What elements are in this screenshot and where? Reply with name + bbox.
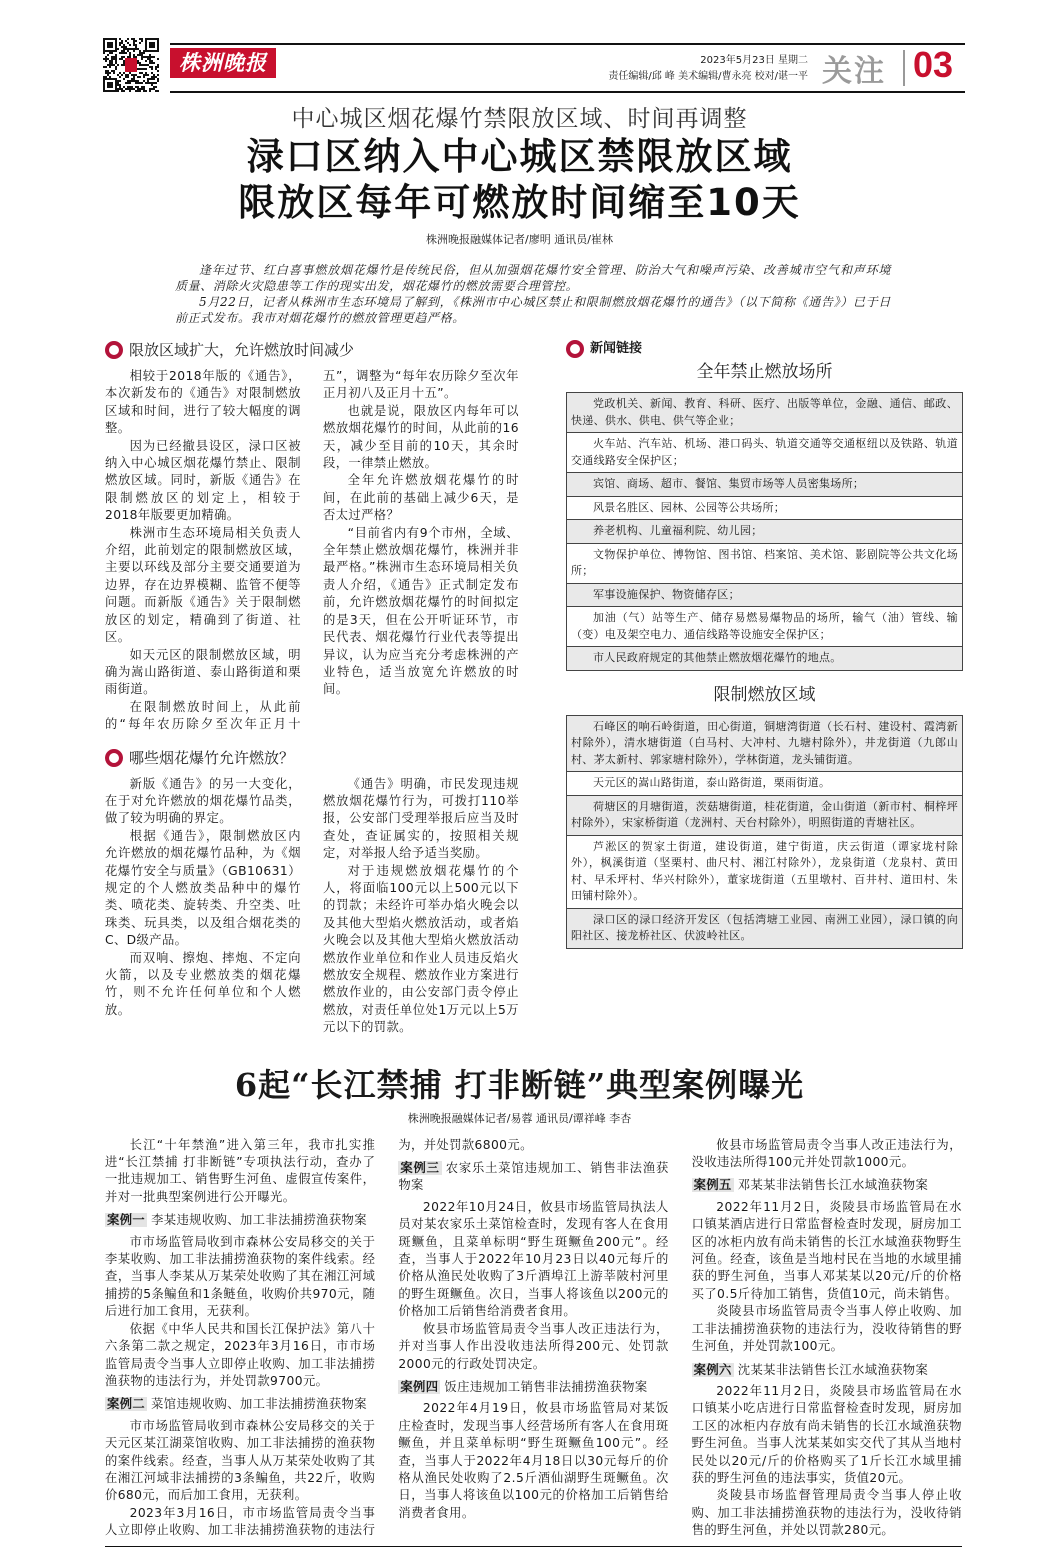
paragraph: 2023年3月16日，市市场监管局责令当事人立即停止收购、加工非法捕捞渔获物的违法行为，并处罚款6800元。	[105, 1137, 533, 1538]
news-link-sidebar	[566, 340, 963, 949]
article2-byline: 株洲晚报融媒体记者/易蓉 通讯员/谭祥峰 李杏	[407, 1111, 632, 1125]
section-heading	[105, 340, 519, 360]
case-heading	[105, 1396, 375, 1413]
case-title: 菜馆违规收购、加工非法捕捞渔获物案	[151, 1397, 367, 1412]
case-title: 李某违规收购、加工非法捕捞渔获物案	[151, 1213, 367, 1228]
banned-places-table	[566, 392, 963, 671]
case-title: 邓某某非法销售长江水域渔获物案	[737, 1178, 929, 1193]
paragraph: 相较于2018年版的《通告》，本次新发布的《通告》对限制燃放区域和时间，进行了较大幅度的调整。	[105, 369, 301, 436]
section-heading-text: 限放区域扩大，允许燃放时间减少	[129, 341, 355, 359]
table-row: 党政机关、新闻、教育、科研、医疗、出版等单位，金融、通信、邮政、快递、供水、供电、供气等企业；	[567, 393, 962, 432]
ring-bullet-icon	[566, 340, 584, 358]
case-heading	[692, 1362, 962, 1379]
case-label: 案例四	[400, 1379, 439, 1394]
paragraph: 对于违规燃放烟花爆竹的个人，将面临100元以上500元以下的罚款；未经许可举办焰火晚会以及其他大型焰火燃放活动，或者焰火晚会以及其他大型焰火燃放活动燃放作业单位和作业人员违反焰火燃放安全规程、燃放作业方案进行燃放作业的，由公安部门责令停止燃放，对责任单位处1万元以上5万元以下的罚款。	[323, 863, 519, 1035]
article1-columns	[105, 340, 519, 1037]
paragraph: 在限制燃放时间上，从此前的“每年农历除夕至次年正月十五”，调整为“每年农历除夕至次年正月初八及正月十五”。	[105, 369, 519, 732]
case-label: 案例五	[693, 1178, 732, 1193]
paragraph: 而双响、擦炮、摔炮、不定向火箭，以及专业燃放类的烟花爆竹，则不允许任何单位和个人燃放。	[105, 950, 301, 1017]
banned-places-title: 全年禁止燃放场所	[696, 362, 833, 382]
paragraph: 2022年4月19日，攸县市场监管局对某饭庄检查时，发现当事人经营场所有客人在食用斑鳜鱼，并且菜单标明“野生斑鳜鱼100元”。经查，当事人于2022年4月18日以30元每斤的价格从渔民处收购了2.5斤酒仙湖野生斑鳜鱼。次日，当事人将该鱼以100元的价格加工后销售给消费者食用。	[398, 1401, 669, 1520]
news-link-label: 新闻链接	[590, 341, 643, 356]
table-row: 文物保护单位、博物馆、图书馆、档案馆、美术馆、影剧院等公共文化场所；	[567, 543, 962, 583]
paragraph: 2022年11月2日，炎陵县市场监管局在水口镇某酒店进行日常监督检查时发现，厨房加工区的冰柜内放有尚未销售的长江水域渔获物野生河鱼。经查，该鱼是当地村民在当地的水域里捕获的野生河鱼，当事人邓某某以20元/斤的价格买了0.5斤待加工销售，货值10元，尚未销售。	[691, 1199, 962, 1301]
paragraph: 炎陵县市场监管局责令当事人停止收购、加工非法捕捞渔获物的违法行为，没收待销售的野生河鱼，并处罚款100元。	[691, 1304, 962, 1354]
news-link-tag	[566, 340, 963, 358]
article1-layout	[105, 340, 963, 1037]
section-heading	[105, 748, 519, 768]
article-kicker: 中心城区烟花爆竹禁限放区域、时间再调整	[291, 106, 748, 132]
table-row: 荷塘区的月塘街道，茨菇塘街道，桂花街道，金山街道（新市村、桐梓坪村除外），宋家桥街道（龙洲村、天台村除外），明照街道的青塘社区。	[567, 795, 962, 835]
section-heading-text: 哪些烟花爆竹允许燃放？	[129, 748, 295, 767]
case-label: 案例二	[107, 1397, 146, 1412]
editor-credits: 责任编辑/邱 峰 美术编辑/曹永亮 校对/谌一平	[608, 71, 808, 82]
paragraph: 炎陵县市场监督管理局责令当事人停止收购、加工非法捕捞渔获物的违法行为，没收待销售的野生河鱼，并处以罚款280元。	[691, 1488, 962, 1538]
paragraph: 新版《通告》的另一大变化，在于对允许燃放的烟花爆竹品类，做了较为明确的界定。	[105, 776, 301, 826]
paragraph: 因为已经撤县设区，渌口区被纳入中心城区烟花爆竹禁止、限制燃放区域。同时，新版《通告》在限制燃放区的划定上，相较于2018年版要更加精确。	[105, 438, 301, 523]
page-number: 03	[913, 44, 954, 85]
table-row: 养老机构、儿童福利院、幼儿园；	[567, 519, 962, 543]
paragraph: 市市场监管局收到市森林公安局移交的关于李某收购、加工非法捕捞渔获物的案件线索。经查，当事人李某从万某荣处收购了其在湘江河域捕捞的5条鳊鱼和1条鲢鱼，收购价共970元，随后进行加工食用，无获利。	[105, 1234, 376, 1319]
table-row: 风景名胜区、园林、公园等公共场所；	[567, 496, 962, 520]
paragraph: 依据《中华人民共和国长江保护法》第八十六条第二款之规定，2023年3月16日，市市场监管局责令当事人立即停止收购、加工非法捕捞渔获物的违法行为，并处罚款9700元。	[105, 1321, 376, 1388]
paragraph: 如天元区的限制燃放区域，明确为嵩山路街道、泰山路街道和栗雨街道。	[105, 647, 301, 697]
paragraph: 逢年过节、红白喜事燃放烟花爆竹是传统民俗，但从加强烟花爆竹安全管理、防治大气和噪声污染、改善城市空气和声环境质量、消除火灾隐患等工作的现实出发，烟花爆竹的燃放需要合理管控。	[175, 263, 891, 293]
paragraph: 5月22日，记者从株洲市生态环境局了解到，《株洲市中心城区禁止和限制燃放烟花爆竹的通告》（以下简称《通告》）已于日前正式发布。我市对烟花爆竹的燃放管理更趋严格。	[175, 295, 891, 325]
paragraph: 株洲市生态环境局相关负责人介绍，此前划定的限制燃放区域，主要以环线及部分主要交通要道为边界，存在边界模糊、监管不便等问题。而新版《通告》关于限制燃放区的划定，精确到了街道、社区。	[105, 525, 301, 645]
paragraph: “目前省内有9个市州，全域、全年禁止燃放烟花爆竹，株洲并非最严格。”株洲市生态环境局相关负责人介绍，《通告》正式制定发布前，允许燃放烟花爆竹的时间拟定的是3天，但在公开听证环节，市民代表、烟花爆竹行业代表等提出异议，认为应当充分考虑株洲的产业特色，适当放宽允许燃放的时间。	[323, 525, 519, 697]
restricted-areas-table	[566, 715, 963, 949]
case-title: 沈某某非法销售长江水域渔获物案	[737, 1362, 929, 1377]
cases-body	[105, 1137, 962, 1547]
case-label: 案例六	[693, 1362, 732, 1377]
top-rule	[170, 43, 965, 45]
case-title: 农家乐土菜馆违规加工、销售非法渔获物案	[398, 1161, 669, 1193]
case-label: 案例一	[107, 1213, 146, 1228]
case-heading	[398, 1379, 668, 1396]
paragraph: 攸县市场监管局责令当事人改正违法行为，并对当事人作出没收违法所得200元、处罚款2000元的行政处罚决定。	[398, 1321, 669, 1371]
table-row: 渌口区的渌口经济开发区（包括湾塘工业园、南洲工业园），渌口镇的向阳社区、接龙桥社区、伏波岭社区。	[567, 908, 962, 948]
paragraph: 攸县市场监管局责令当事人改正违法行为，没收违法所得100元并处罚款1000元。	[691, 1137, 962, 1170]
table-row: 石峰区的响石岭街道，田心街道，铜塘湾街道（长石村、建设村、霞湾新村除外），清水塘街道（白马村、大冲村、九塘村除外），井龙街道（九郎山村、茅太新村、郭家塘村除外），学林街道，龙头铺街道。	[567, 716, 962, 772]
paragraph: 根据《通告》，限制燃放区内允许燃放的烟花爆竹品种，为《烟花爆竹安全与质量》（GB10631）规定的个人燃放类品种中的爆竹类、喷花类、旋转类、升空类、吐珠类、玩具类，以及组合烟花类的C、D级产品。	[105, 828, 301, 948]
case-title: 饭庄违规加工销售非法捕捞渔获物案	[444, 1379, 648, 1394]
headline-line-1: 渌口区纳入中心城区禁限放区域	[246, 135, 793, 178]
paragraph: 也就是说，限放区内每年可以燃放烟花爆竹的时间，从此前的16天，减少至目前的10天，其余时段，一律禁止燃放。	[323, 403, 519, 471]
table-row: 火车站、汽车站、机场、港口码头、轨道交通等交通枢纽以及铁路、轨道交通线路安全保护区；	[567, 432, 962, 472]
table-row: 芦淞区的贺家土街道，建设街道，建宁街道，庆云街道（谭家垅村除外），枫溪街道（坚栗村、曲尺村、湘江村除外），龙泉街道（龙泉村、黄田村、早禾坪村、华兴村除外），董家垅街道（五里墩村、百井村、道田村、朱田铺村除外）。	[567, 835, 962, 908]
table-row: 军事设施保护、物资储存区；	[567, 583, 962, 607]
header-bottom-rule	[170, 91, 965, 93]
ring-bullet-icon	[105, 341, 123, 359]
newspaper-logo: 株洲晚报	[170, 48, 276, 78]
byline: 株洲晚报融媒体记者/廖明 通讯员/崔林	[426, 233, 613, 246]
article2-headline: 6起“长江禁捕 打非断链”典型案例曝光	[234, 1065, 805, 1104]
table-row: 天元区的嵩山路街道，泰山路街道，栗雨街道。	[567, 771, 962, 795]
restricted-areas-title: 限制燃放区域	[713, 684, 816, 705]
paragraph: 《通告》明确，市民发现违规燃放烟花爆竹行为，可拨打110举报，公安部门受理举报后应当及时查处，查证属实的，按照相关规定，对举报人给予适当奖励。	[323, 776, 519, 861]
section-body	[105, 776, 519, 1037]
case-heading	[398, 1160, 668, 1195]
ring-bullet-icon	[105, 749, 123, 767]
article-lede	[175, 262, 891, 326]
headline-line-2: 限放区每年可燃放时间缩至10天	[238, 181, 801, 224]
table-row: 市人民政府规定的其他禁止燃放烟花爆竹的地点。	[567, 646, 962, 670]
issue-date: 2023年5月23日 星期二	[700, 55, 808, 66]
paragraph: 2022年11月2日，炎陵县市场监管局在水口镇某小吃店进行日常监督检查时发现，厨房加工区的冰柜内存放有尚未销售的长江水域渔获物野生河鱼。当事人沈某某如实交代了其从当地村民处以20元/斤的价格购买了1斤长江水域里捕获的野生河鱼的违法事实，货值20元。	[691, 1383, 962, 1485]
case-label: 案例三	[400, 1161, 440, 1176]
qr-code-icon	[103, 38, 159, 92]
page-body	[0, 104, 1039, 1547]
case-heading	[692, 1177, 962, 1194]
paragraph: 市市场监管局收到市森林公安局移交的关于天元区某江湖菜馆收购、加工非法捕捞的渔获物的案件线索。经查，当事人从万某荣处收购了其在湘江河域非法捕捞的3条鳊鱼，共22斤，收购价680元，而后加工食用，无获利。	[105, 1418, 376, 1503]
table-row: 加油（气）站等生产、储存易燃易爆物品的场所，输气（油）管线、输（变）电及架空电力、通信线路等设施安全保护区；	[567, 606, 962, 646]
divider	[903, 50, 905, 86]
table-row: 宾馆、商场、超市、餐馆、集贸市场等人员密集场所；	[567, 472, 962, 496]
section-name: 关注	[822, 54, 886, 89]
paragraph: 全年允许燃放烟花爆竹的时间，在此前的基础上减少6天，是否太过严格？	[323, 473, 519, 523]
paragraph: 长江“十年禁渔”进入第三年，我市扎实推进“长江禁捕 打非断链”专项执法行动，查办了一批违规加工、销售野生河鱼、虚假宣传案件，并对一批典型案例进行公开曝光。	[105, 1137, 376, 1204]
section-body	[105, 368, 519, 734]
case-heading	[105, 1212, 375, 1229]
paragraph: 2022年10月24日，攸县市场监管局执法人员对某农家乐土菜馆检查时，发现有客人在食用斑鳜鱼，且菜单标明“野生斑鳜鱼200元”。经查，当事人于2022年10月23日以40元每斤的价格从渔民处收购了3斤酒埠江上游莘陂村河里的野生斑鳜鱼。次日，当事人将该鱼以200元的价格加工后销售给消费者食用。	[398, 1199, 669, 1319]
